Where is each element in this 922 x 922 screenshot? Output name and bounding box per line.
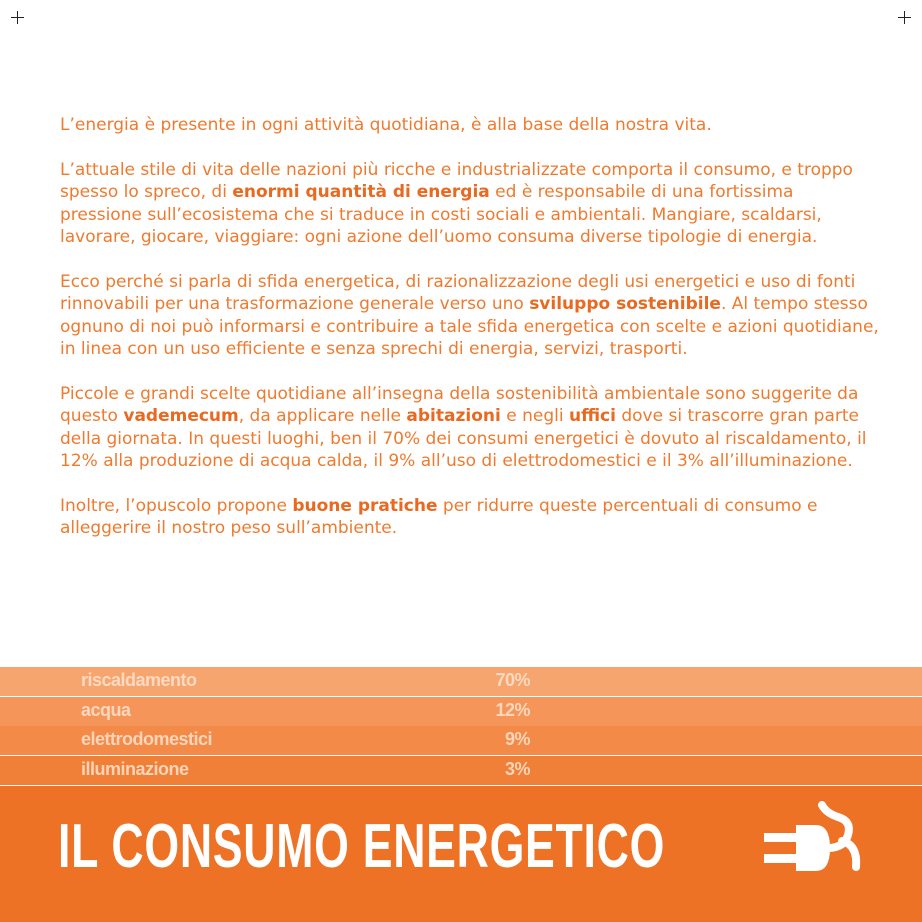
- consumption-value: 12%: [495, 699, 530, 720]
- paragraph: [60, 114, 880, 137]
- text-run: ed è responsabile di una fortissima pressione sull’ecosistema che si traduce in costi sociali e ambientali. Mangiare, scaldarsi, lavorare, giocare, viaggiare: ogni azione dell’uomo consuma diverse tipologie di energia.: [60, 182, 822, 247]
- emphasis-text: uffici: [568, 406, 616, 426]
- paragraph: [60, 271, 880, 361]
- consumption-row: [0, 726, 922, 755]
- footer-banner: [0, 786, 922, 922]
- text-run: L’energia è presente in ogni attività quotidiana, è alla base della nostra vita.: [60, 115, 712, 135]
- paragraph: [60, 383, 880, 473]
- text-run: per ridurre queste percentuali di consumo e alleggerire il nostro peso sull’ambiente.: [60, 495, 818, 538]
- consumption-value: 9%: [504, 729, 530, 749]
- text-run: L’attuale stile di vita delle nazioni più ricche e industrializzate comporta il consumo, e troppo spesso lo spreco, di: [60, 159, 853, 202]
- text-run: dove si trascorre gran parte della giornata. In questi luoghi, ben il 70% dei consumi energetici è dovuto al riscaldamento, il 12% alla produzione di acqua calda, il 9% all’uso di elettrodomestici e il 3% all’illuminazione.: [60, 406, 867, 471]
- emphasis-text: buone pratiche: [292, 495, 438, 516]
- electric-plug-icon: [756, 801, 866, 881]
- consumption-row: [0, 667, 922, 696]
- emphasis-text: abitazioni: [406, 406, 501, 426]
- text-run: , da applicare nelle: [238, 406, 407, 426]
- consumption-label: illuminazione: [81, 758, 189, 779]
- text-run: . Al tempo stesso ognuno di noi può informarsi e contribuire a tale sfida energetica con scelte e azioni quotidiane, in linea con un uso efficiente e senza sprechi di energia, servizi, trasporti.: [60, 294, 879, 359]
- page-title: IL CONSUMO ENERGETICO: [58, 812, 666, 881]
- consumption-row: [0, 756, 922, 785]
- consumption-value: 3%: [504, 758, 530, 779]
- crop-mark-top-left: [11, 11, 24, 24]
- consumption-row: [0, 697, 922, 726]
- crop-mark-top-right: [898, 11, 911, 24]
- text-run: Ecco perché si parla di sfida energetica, di razionalizzazione degli usi energetici e uso di fonti rinnovabili per una trasformazione generale verso uno: [60, 271, 856, 314]
- paragraph: [60, 159, 880, 249]
- body-text: [60, 114, 880, 562]
- text-run: Inoltre, l’opuscolo propone: [60, 495, 293, 516]
- paragraph: [60, 495, 880, 540]
- text-run: Piccole e grandi scelte quotidiane all’insegna della sostenibilità ambientale sono suggerite da questo: [60, 383, 859, 426]
- text-run: e negli: [500, 406, 569, 426]
- consumption-value: 70%: [495, 670, 530, 690]
- emphasis-text: vademecum: [123, 406, 239, 426]
- consumption-label: acqua: [81, 699, 131, 720]
- emphasis-text: sviluppo sostenibile: [529, 294, 721, 314]
- consumption-label: riscaldamento: [81, 670, 197, 690]
- consumption-label: elettrodomestici: [81, 729, 213, 749]
- emphasis-text: enormi quantità di energia: [232, 182, 490, 202]
